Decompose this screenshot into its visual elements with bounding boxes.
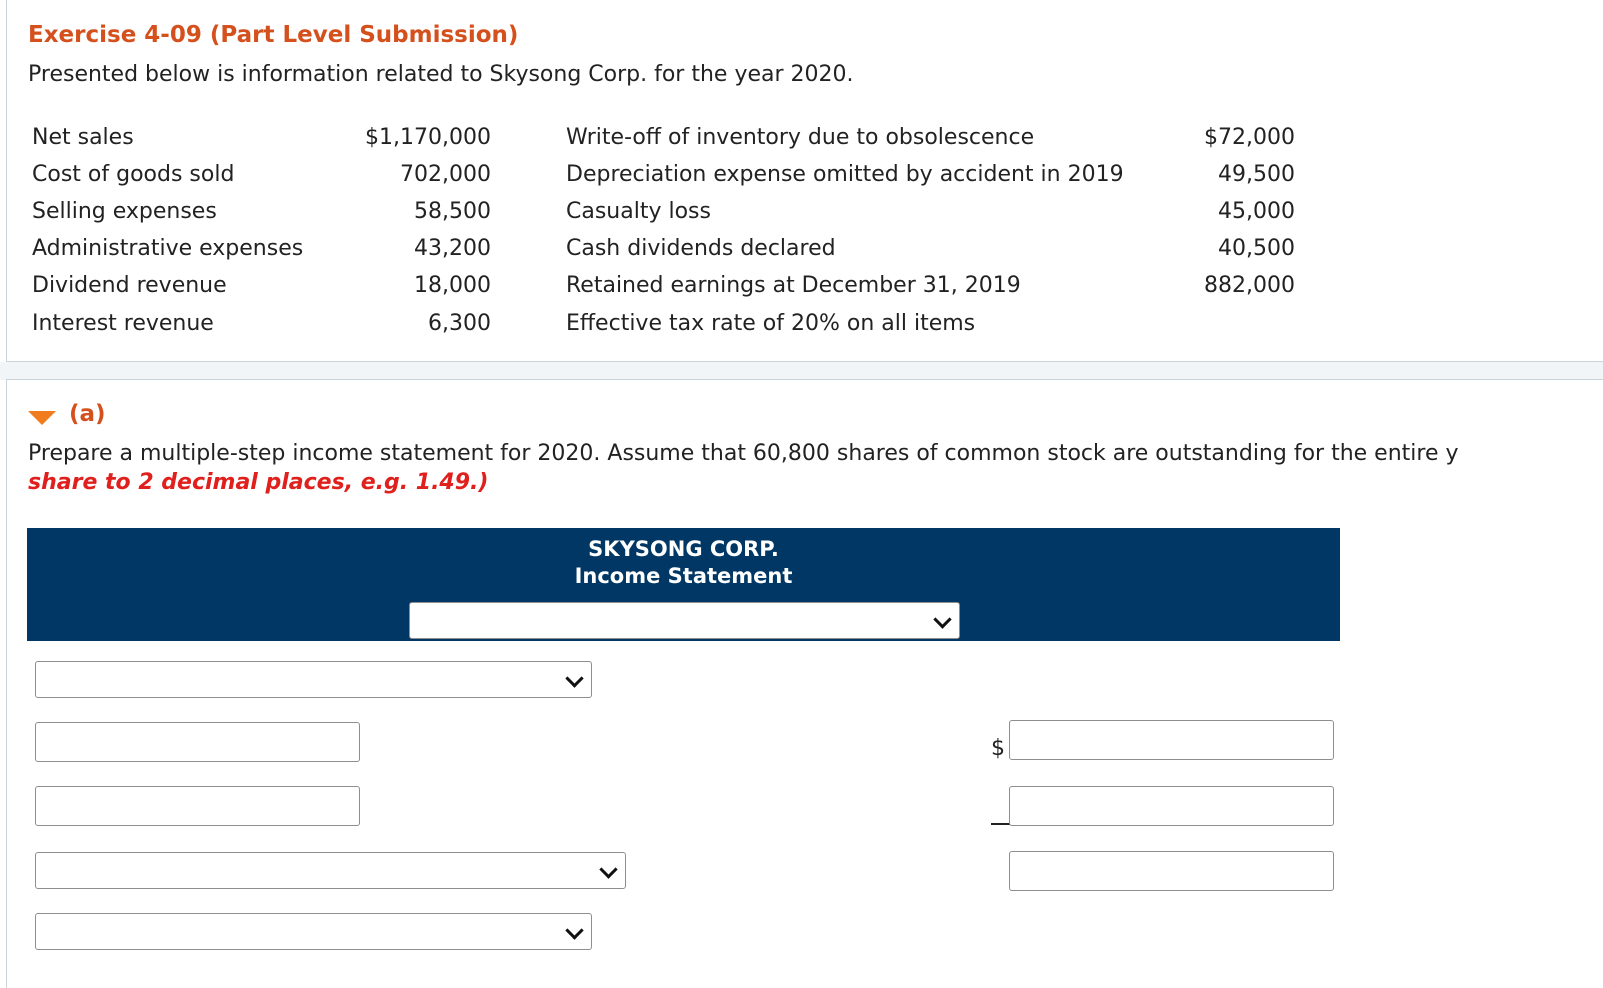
amount-input-2[interactable] [1009, 786, 1334, 826]
part-a-instruction: Prepare a multiple-step income statement for 2020. Assume that 60,800 shares of common stock are outstanding for the entire y [28, 441, 1459, 466]
info-value-interest-revenue: 6,300 [428, 311, 491, 336]
info-value-retained-earnings: 882,000 [1204, 273, 1295, 298]
exercise-intro: Presented below is information related to Skysong Corp. for the year 2020. [28, 62, 854, 87]
line-item-input-2[interactable] [35, 786, 360, 826]
info-label-selling: Selling expenses [32, 199, 217, 224]
info-value-cogs: 702,000 [400, 162, 491, 187]
info-label-inventory-writeoff: Write-off of inventory due to obsolescence [566, 125, 1035, 150]
info-value-selling: 58,500 [414, 199, 491, 224]
line-item-input-1[interactable] [35, 722, 360, 762]
info-value-depreciation-omitted: 49,500 [1218, 162, 1295, 187]
info-value-net-sales: $1,170,000 [365, 125, 491, 150]
amount-input-1[interactable] [1009, 720, 1334, 760]
line-item-select-2[interactable] [35, 852, 626, 889]
chevron-down-icon [565, 669, 583, 687]
info-value-casualty-loss: 45,000 [1218, 199, 1295, 224]
info-label-net-sales: Net sales [32, 125, 134, 150]
panel-separator [0, 362, 1603, 380]
part-a-rounding-note: share to 2 decimal places, e.g. 1.49.) [28, 470, 489, 495]
exercise-title: Exercise 4-09 (Part Level Submission) [28, 22, 519, 48]
part-a-label: (a) [69, 401, 106, 427]
info-value-dividend-revenue: 18,000 [414, 273, 491, 298]
info-label-retained-earnings: Retained earnings at December 31, 2019 [566, 273, 1021, 298]
subtotal-underline [991, 823, 1011, 825]
chevron-down-icon [933, 610, 951, 628]
info-label-admin: Administrative expenses [32, 236, 304, 261]
info-label-dividend-revenue: Dividend revenue [32, 273, 227, 298]
dollar-sign: $ [991, 736, 1005, 761]
line-item-select-3[interactable] [35, 913, 592, 950]
triangle-down-icon[interactable] [28, 411, 56, 425]
info-label-depreciation-omitted: Depreciation expense omitted by accident in 2019 [566, 162, 1124, 187]
info-value-admin: 43,200 [414, 236, 491, 261]
info-label-tax-rate: Effective tax rate of 20% on all items [566, 311, 976, 336]
statement-title: Income Statement [574, 564, 793, 588]
amount-input-3[interactable] [1009, 851, 1334, 891]
statement-company: SKYSONG CORP. [588, 537, 779, 561]
info-label-interest-revenue: Interest revenue [32, 311, 214, 336]
period-select[interactable] [409, 602, 960, 639]
info-label-cogs: Cost of goods sold [32, 162, 235, 187]
chevron-down-icon [599, 860, 617, 878]
chevron-down-icon [565, 921, 583, 939]
info-value-inventory-writeoff: $72,000 [1204, 125, 1295, 150]
line-item-select-1[interactable] [35, 661, 592, 698]
info-label-casualty-loss: Casualty loss [566, 199, 711, 224]
info-value-cash-dividends: 40,500 [1218, 236, 1295, 261]
info-label-cash-dividends: Cash dividends declared [566, 236, 836, 261]
